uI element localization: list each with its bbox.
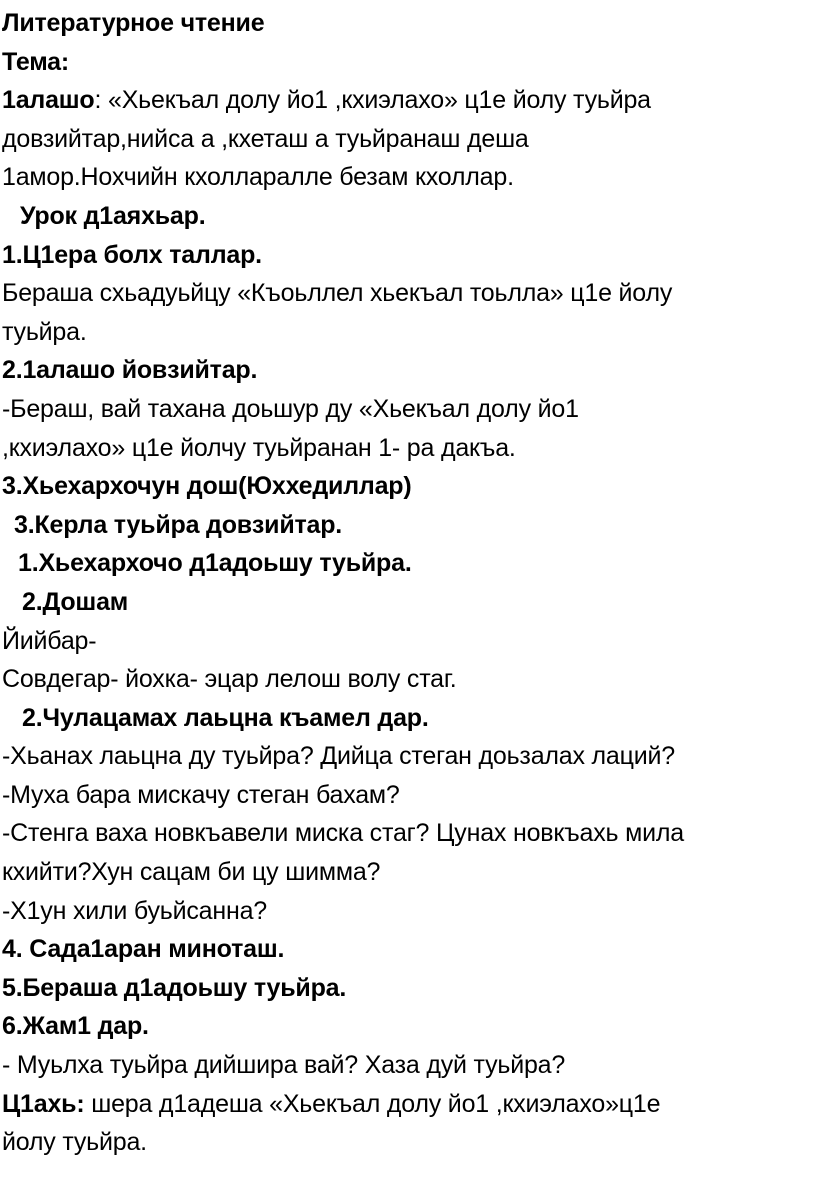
step-3b-heading: 3.Керла туьйра довзийтар.: [14, 510, 343, 539]
step-2-heading: 2.1алашо йовзийтар.: [2, 356, 258, 385]
question-1: -Хьанах лаьцна ду туьйра? Дийца стеган доьзалах лаций?: [2, 742, 675, 771]
substep-1-heading: 1.Хьехархочо д1адоьшу туьйра.: [18, 549, 412, 578]
step-2-text-2: ,кхиэлахо» ц1е йолчу туьйранан 1- ра дакъа.: [2, 433, 516, 462]
step-1-heading: 1.Ц1ера болх таллар.: [2, 240, 262, 269]
vocabulary-line-1: Йийбар-: [2, 626, 97, 655]
substep-3-heading: 2.Чулацамах лаьцна къамел дар.: [22, 703, 429, 732]
goal-line-1: [2, 81, 808, 120]
homework-line-1: [2, 1085, 808, 1124]
step-1-text-2: туьйра.: [2, 317, 87, 346]
step-1-text-1: Бераша схьадуьйцу «Къоьллел хьекъал тоьлла» ц1е йолу: [2, 279, 673, 308]
step-6-heading: 6.Жам1 дар.: [2, 1012, 149, 1041]
homework-label: Ц1ахь:: [2, 1089, 85, 1118]
step-4-heading: 4. Сада1аран миноташ.: [2, 935, 285, 964]
substep-2-heading: 2.Дошам: [22, 587, 129, 616]
vocabulary-line-2: Совдегар- йохка- эцар лелош волу стаг.: [2, 665, 457, 694]
step-6-question: - Муьлха туьйра дийшира вай? Хаза дуй туьйра?: [2, 1051, 566, 1080]
lesson-document: [2, 4, 808, 1162]
question-4: -Х1ун хили буьйсанна?: [2, 896, 268, 925]
step-5-heading: 5.Бераша д1адоьшу туьйра.: [2, 973, 347, 1002]
lesson-course-heading: Урок д1аяхьар.: [20, 201, 206, 230]
homework-line-2: йолу туьйра.: [2, 1128, 147, 1157]
question-3-line-2: кхийти?Хун сацам би цу шимма?: [2, 858, 381, 887]
topic-label: Тема:: [2, 47, 69, 76]
goal-line-2: довзийтар,нийса а ,кхеташ а туьйранаш деша: [2, 124, 529, 153]
goal-label: 1алашо: [2, 86, 95, 115]
question-3-line-1: -Стенга ваха новкъавели миска стаг? Цунах новкъахь мила: [2, 819, 684, 848]
document-title: Литературное чтение: [2, 9, 265, 37]
goal-line-3: 1амор.Нохчийн кхолларалле безам кхоллар.: [2, 163, 514, 192]
step-2-text-1: -Бераш, вай тахана доьшур ду «Хьекъал долу йо1: [2, 394, 579, 423]
goal-text-1: : «Хьекъал долу йо1 ,кхиэлахо» ц1е йолу туьйра: [94, 86, 651, 115]
homework-text-1: шера д1адеша «Хьекъал долу йо1 ,кхиэлахо»ц1е: [84, 1089, 661, 1118]
step-3a-heading: 3.Хьехархочун дош(Юххедиллар): [2, 472, 412, 501]
question-2: -Муха бара мискачу стеган бахам?: [2, 780, 400, 809]
